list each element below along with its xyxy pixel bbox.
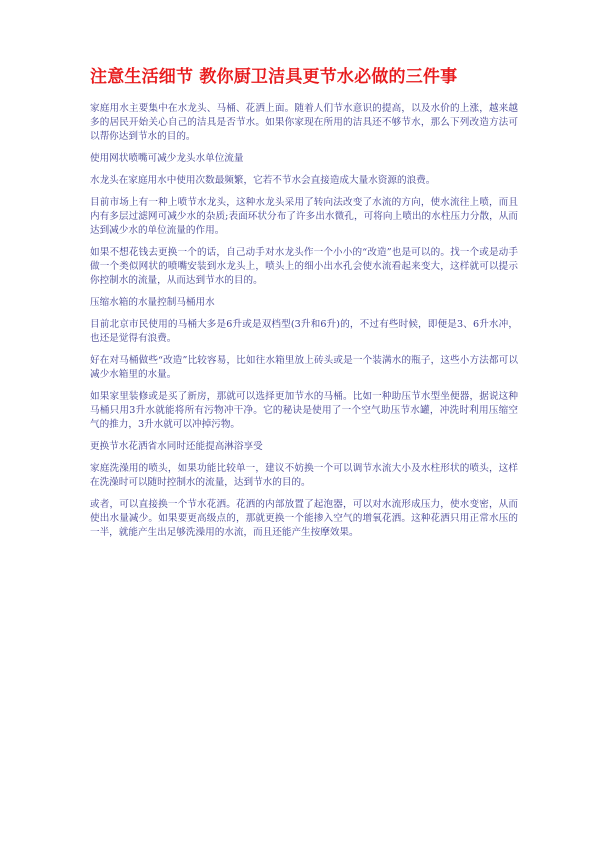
shower-paragraph-1: 家庭洗澡用的喷头，如果功能比较单一，建议不妨换一个可以调节水流大小及水柱形状的喷头，这样在洗澡时可以随时控制水的流量，达到节水的目的。 (90, 463, 518, 488)
toilet-paragraph-2: 好在对马桶做些“改造”比较容易，比如往水箱里放上砖头或是一个装满水的瓶子，这些小方法都可以减少水箱里的水量。 (90, 355, 518, 380)
faucet-paragraph-1: 水龙头在家庭用水中使用次数最频繁，它若不节水会直接造成大量水资源的浪费。 (90, 175, 436, 186)
document-content (90, 66, 518, 548)
page-title: 注意生活细节 教你厨卫洁具更节水必做的三件事 (90, 67, 458, 87)
section-heading-faucet: 使用网状喷嘴可减少龙头水单位流量 (90, 153, 244, 164)
faucet-paragraph-3: 如果不想花钱去更换一个的话，自己动手对水龙头作一个小小的“改造”也是可以的。找一个或是动手做一个类似网状的喷嘴安装到水龙头上，喷头上的细小出水孔会使水流看起来变大，这样就可以提示你控制水的流量，从而达到节水的目的。 (90, 247, 518, 286)
toilet-paragraph-1: 目前北京市民使用的马桶大多是6升或是双档型(3升和6升)的，不过有些时候，即便是3、6升水冲，也还是觉得有浪费。 (90, 319, 518, 344)
shower-paragraph-2: 或者，可以直接换一个节水花洒。花洒的内部放置了起泡器，可以对水流形成压力，使水变密，从而使出水量减少。如果要更高级点的，那就更换一个能掺入空气的增氧花洒。这种花洒只用正常水压的一半，就能产生出足够洗澡用的水流，而且还能产生按摩效果。 (90, 499, 518, 538)
section-heading-toilet: 压缩水箱的水量控制马桶用水 (90, 297, 215, 308)
faucet-paragraph-2: 目前市场上有一种上喷节水龙头，这种水龙头采用了转向法改变了水流的方向，使水流往上喷，而且内有多层过滤网可减少水的杂质;表面环状分布了许多出水微孔，可将向上喷出的水柱压力分散，从而达到减少水的单位流量的作用。 (90, 197, 518, 236)
intro-paragraph: 家庭用水主要集中在水龙头、马桶、花洒上面。随着人们节水意识的提高，以及水价的上涨，越来越多的居民开始关心自己的洁具是否节水。如果你家现在所用的洁具还不够节水，那么下列改造方法可以帮你达到节水的目的。 (90, 103, 518, 142)
toilet-paragraph-3: 如果家里装修或是买了新房，那就可以选择更加节水的马桶。比如一种助压节水型坐便器，据说这种马桶只用3升水就能将所有污物冲干净。它的秘诀是使用了一个空气助压节水罐，冲洗时利用压缩空气的推力，3升水就可以冲掉污物。 (90, 391, 518, 430)
section-heading-shower: 更换节水花洒省水同时还能提高淋浴享受 (90, 441, 263, 452)
